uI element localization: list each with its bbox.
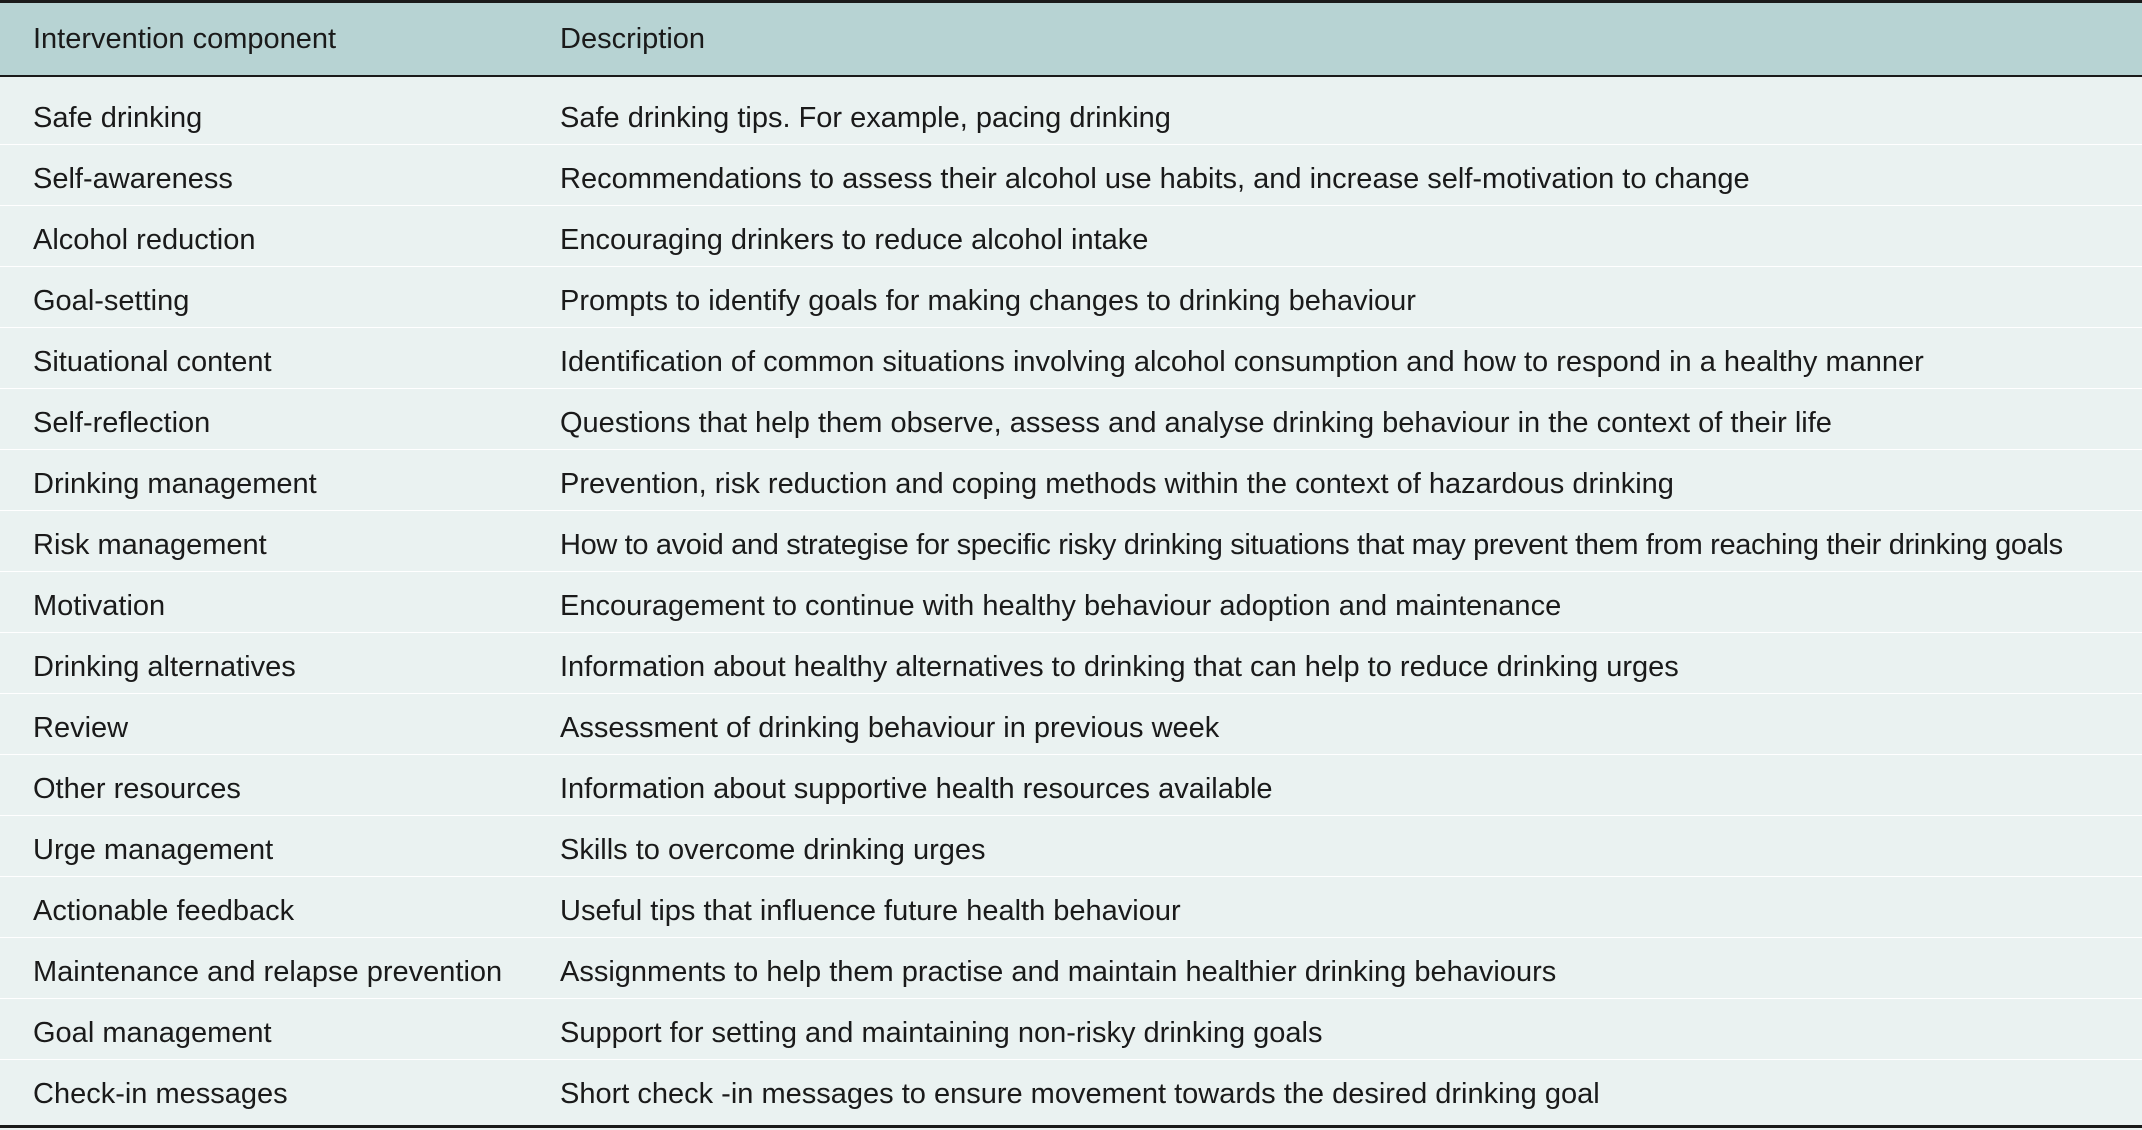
row-description: Short check -in messages to ensure movement towards the desired drinking goal bbox=[560, 1078, 1600, 1110]
table-row bbox=[0, 816, 2142, 877]
table-row bbox=[0, 877, 2142, 938]
row-description: Information about healthy alternatives to drinking that can help to reduce drinking urges bbox=[560, 651, 1679, 683]
row-component: Actionable feedback bbox=[33, 895, 295, 927]
table-row bbox=[0, 999, 2142, 1060]
row-description: Prevention, risk reduction and coping methods within the context of hazardous drinking bbox=[560, 468, 1674, 500]
table-header-row bbox=[0, 3, 2142, 75]
row-description: Recommendations to assess their alcohol use habits, and increase self-motivation to change bbox=[560, 163, 1750, 195]
table-row bbox=[0, 572, 2142, 633]
row-description: Support for setting and maintaining non-risky drinking goals bbox=[560, 1017, 1323, 1049]
row-description: Identification of common situations involving alcohol consumption and how to respond in a healthy manner bbox=[560, 346, 1924, 378]
row-description: How to avoid and strategise for specific risky drinking situations that may prevent them from reaching their drinking goals bbox=[560, 529, 2063, 561]
table-row bbox=[0, 450, 2142, 511]
row-description: Useful tips that influence future health behaviour bbox=[560, 895, 1181, 927]
row-component: Self-reflection bbox=[33, 407, 211, 439]
row-component: Situational content bbox=[33, 346, 272, 378]
table-row bbox=[0, 938, 2142, 999]
row-component: Alcohol reduction bbox=[33, 224, 256, 256]
row-description: Encouragement to continue with healthy behaviour adoption and maintenance bbox=[560, 590, 1562, 622]
row-description: Skills to overcome drinking urges bbox=[560, 834, 986, 866]
row-component: Check-in messages bbox=[33, 1078, 288, 1110]
row-description: Prompts to identify goals for making changes to drinking behaviour bbox=[560, 285, 1416, 317]
row-component: Goal-setting bbox=[33, 285, 190, 317]
table-body bbox=[0, 77, 2142, 1125]
row-description: Assignments to help them practise and maintain healthier drinking behaviours bbox=[560, 956, 1557, 988]
table-row bbox=[0, 84, 2142, 145]
row-component: Goal management bbox=[33, 1017, 272, 1049]
table-row bbox=[0, 389, 2142, 450]
header-intervention-component: Intervention component bbox=[33, 23, 337, 55]
row-description: Information about supportive health resources available bbox=[560, 773, 1273, 805]
row-description: Assessment of drinking behaviour in previous week bbox=[560, 712, 1220, 744]
row-component: Self-awareness bbox=[33, 163, 233, 195]
row-component: Safe drinking bbox=[33, 102, 203, 134]
row-component: Maintenance and relapse prevention bbox=[33, 956, 503, 988]
row-component: Review bbox=[33, 712, 129, 744]
table-row bbox=[0, 755, 2142, 816]
table-row bbox=[0, 694, 2142, 755]
row-component: Drinking management bbox=[33, 468, 317, 500]
row-component: Drinking alternatives bbox=[33, 651, 296, 683]
table-row bbox=[0, 145, 2142, 206]
table-row bbox=[0, 206, 2142, 267]
table-row bbox=[0, 328, 2142, 389]
row-component: Risk management bbox=[33, 529, 267, 561]
header-description: Description bbox=[560, 23, 706, 55]
table-row bbox=[0, 633, 2142, 694]
row-component: Other resources bbox=[33, 773, 241, 805]
row-component: Urge management bbox=[33, 834, 274, 866]
table-row bbox=[0, 267, 2142, 328]
row-component: Motivation bbox=[33, 590, 166, 622]
row-description: Encouraging drinkers to reduce alcohol intake bbox=[560, 224, 1149, 256]
table-bottom-rule bbox=[0, 1125, 2142, 1128]
row-description: Questions that help them observe, assess and analyse drinking behaviour in the context of their life bbox=[560, 407, 1832, 439]
row-description: Safe drinking tips. For example, pacing drinking bbox=[560, 102, 1171, 134]
table-row bbox=[0, 511, 2142, 572]
table-row bbox=[0, 1060, 2142, 1121]
